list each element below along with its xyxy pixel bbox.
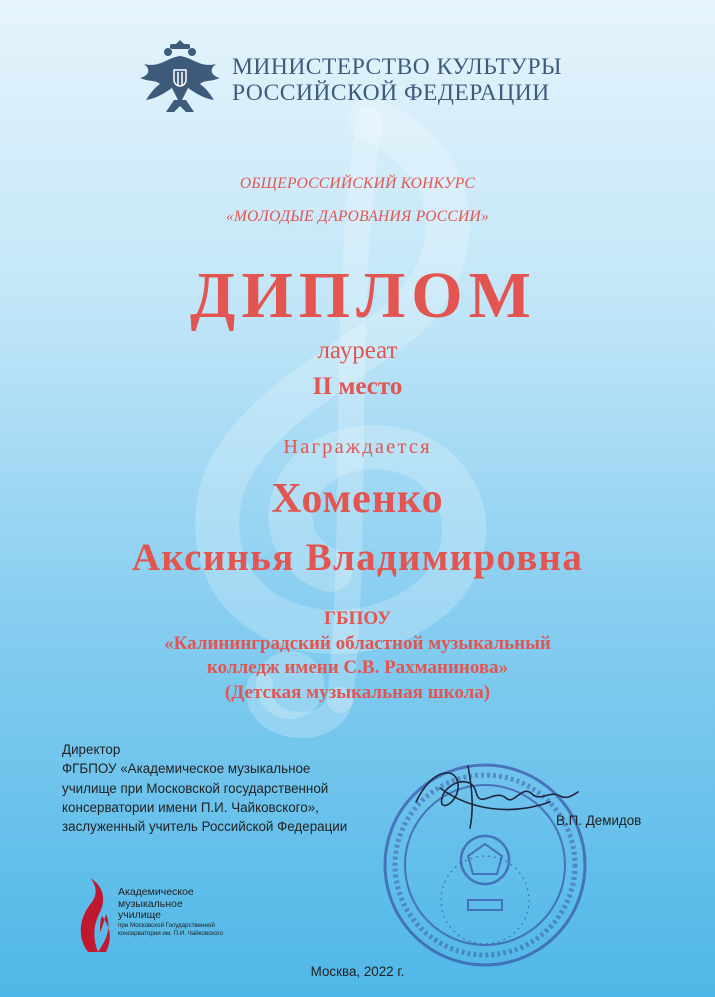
ministry-line-1: МИНИСТЕРСТВО КУЛЬТУРЫ bbox=[232, 54, 563, 80]
academy-logo-text bbox=[118, 887, 223, 939]
recipient-given-names: Аксинья Владимировна bbox=[131, 536, 584, 579]
laureate-label: лауреат bbox=[317, 337, 398, 364]
logo-line-1: Академическое bbox=[118, 886, 194, 898]
organization-line-2: «Калининградский областной музыкальный bbox=[164, 632, 551, 654]
director-block bbox=[62, 740, 347, 836]
organization-block bbox=[0, 607, 715, 705]
flame-logo-icon bbox=[76, 876, 116, 954]
city-date: Москва, 2022 г. bbox=[310, 964, 405, 979]
director-line-4: консерватории имени П.И. Чайковского», bbox=[62, 799, 319, 815]
organization-line-4: (Детская музыкальная школа) bbox=[224, 681, 491, 703]
place-label: II место bbox=[312, 373, 403, 400]
awarded-label: Награждается bbox=[283, 436, 432, 458]
logo-small-line-1: при Московской Государственной bbox=[118, 921, 215, 929]
director-line-3: училище при Московской государственной bbox=[62, 780, 329, 796]
director-name: В.П. Демидов bbox=[556, 813, 642, 828]
diploma-title: ДИПЛОМ bbox=[190, 259, 537, 332]
director-line-1: Директор bbox=[62, 742, 121, 757]
logo-small-line-2: консерватории им. П.И. Чайковского bbox=[118, 930, 223, 937]
logo-line-3: училище bbox=[118, 909, 161, 921]
recipient-surname: Хоменко bbox=[271, 476, 444, 522]
director-line-5: заслуженный учитель Российской Федерации bbox=[62, 819, 348, 835]
ministry-line-2: РОССИЙСКОЙ ФЕДЕРАЦИИ bbox=[232, 80, 550, 106]
double-headed-eagle-emblem-icon bbox=[138, 34, 222, 114]
director-signature bbox=[410, 758, 580, 836]
ministry-name bbox=[232, 54, 572, 106]
director-line-2: ФГБПОУ «Академическое музыкальное bbox=[62, 761, 311, 777]
contest-line-2: «МОЛОДЫЕ ДАРОВАНИЯ РОССИИ» bbox=[225, 208, 490, 225]
logo-line-2: музыкальное bbox=[118, 897, 183, 910]
organization-line-3: колледж имени С.В. Рахманинова» bbox=[206, 657, 509, 678]
ministry-header bbox=[138, 34, 578, 114]
contest-line-1: ОБЩЕРОССИЙСКИЙ КОНКУРС bbox=[239, 175, 476, 192]
organization-line-1: ГБПОУ bbox=[323, 608, 392, 629]
contest-title bbox=[0, 167, 715, 233]
